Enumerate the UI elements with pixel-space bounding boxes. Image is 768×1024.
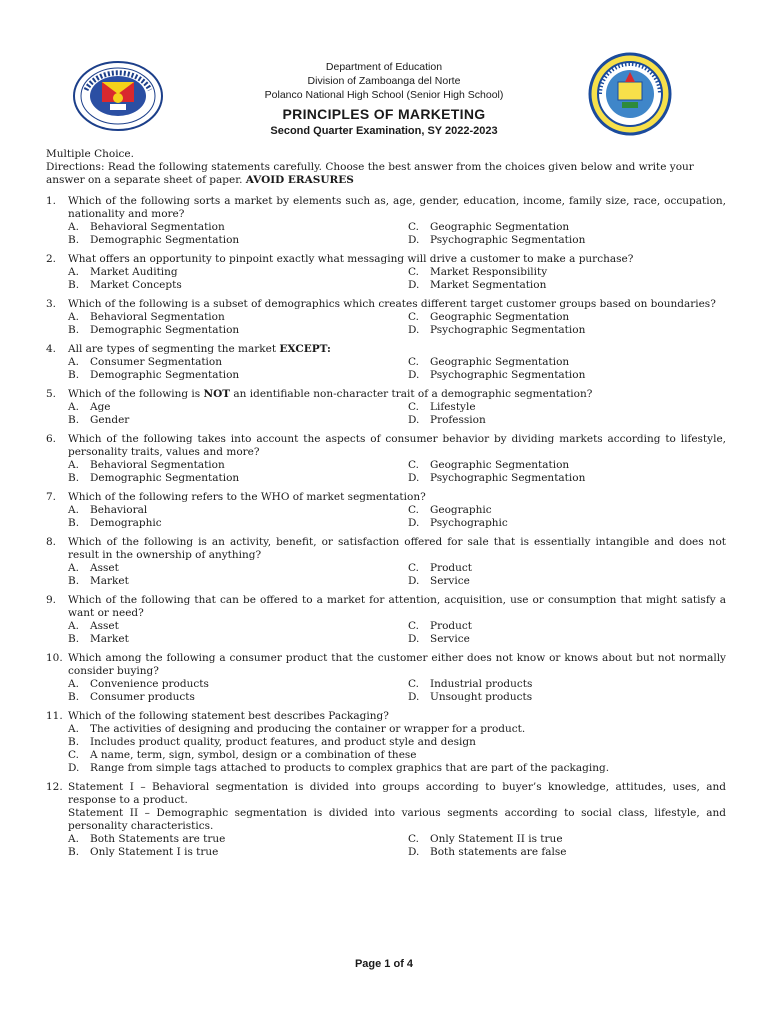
question-item	[46, 491, 726, 530]
choice-letter: D.	[408, 575, 420, 587]
answer-choice	[68, 266, 408, 279]
choice-letter: D.	[408, 846, 420, 858]
answer-choice	[68, 749, 708, 762]
choice-letter: A.	[68, 311, 79, 323]
answer-choices	[68, 833, 726, 859]
answer-choice	[68, 517, 408, 530]
choice-letter: B.	[68, 575, 80, 587]
choice-letter: A.	[68, 504, 79, 516]
answer-choice	[68, 324, 408, 337]
question-number: 1.	[46, 195, 57, 207]
choice-text: Asset	[90, 562, 119, 574]
question-item	[46, 536, 726, 588]
choice-text: Market Auditing	[90, 266, 178, 278]
question-stem: Which of the following is NOT an identifiable non-character trait of a demographic segmentation?	[68, 388, 593, 400]
choice-letter: B.	[68, 369, 80, 381]
answer-choices	[68, 678, 726, 704]
choice-letter: C.	[408, 221, 419, 233]
choice-text: Demographic Segmentation	[90, 369, 240, 381]
answer-choice	[68, 356, 408, 369]
choice-letter: C.	[408, 356, 419, 368]
choice-text: Market Responsibility	[430, 266, 548, 278]
choice-letter: A.	[68, 620, 79, 632]
question-stem: All are types of segmenting the market EXCEPT:	[68, 343, 331, 355]
question-statement: Statement II – Demographic segmentation is divided into various segments according to social class, lifestyle, and personality characteristics.	[68, 807, 726, 832]
choice-text: Geographic Segmentation	[430, 459, 570, 471]
choice-letter: D.	[408, 691, 420, 703]
choice-letter: C.	[408, 833, 419, 845]
choice-letter: B.	[68, 736, 80, 748]
answer-choices	[68, 266, 726, 292]
choice-letter: A.	[68, 678, 79, 690]
answer-choice	[68, 279, 408, 292]
question-stem: What offers an opportunity to pinpoint exactly what messaging will drive a customer to make a purchase?	[68, 253, 634, 265]
choice-text: Geographic	[430, 504, 492, 516]
answer-choice	[68, 234, 408, 247]
choice-letter: D.	[68, 762, 80, 774]
choice-text: Geographic Segmentation	[430, 356, 570, 368]
question-number: 10.	[46, 652, 63, 664]
answer-choice	[68, 562, 408, 575]
choice-text: Psychographic Segmentation	[430, 324, 586, 336]
question-item	[46, 253, 726, 292]
choice-letter: C.	[408, 562, 419, 574]
answer-choice	[408, 517, 708, 530]
choice-letter: D.	[408, 279, 420, 291]
question-number: 7.	[46, 491, 57, 503]
choice-letter: B.	[68, 691, 80, 703]
choice-letter: D.	[408, 633, 420, 645]
choice-text: Both Statements are true	[90, 833, 226, 845]
choice-text: Product	[430, 562, 472, 574]
stem-emphasis: EXCEPT:	[279, 343, 331, 355]
question-stem: Which of the following is an activity, benefit, or satisfaction offered for sale that is essentially intangible and does not result in the ownership of anything?	[68, 536, 726, 561]
question-number: 9.	[46, 594, 57, 606]
choice-text: Behavioral Segmentation	[90, 459, 225, 471]
choice-letter: C.	[408, 459, 419, 471]
choice-text: Includes product quality, product features, and product style and design	[90, 736, 476, 748]
choice-letter: D.	[408, 234, 420, 246]
answer-choices	[68, 620, 726, 646]
choice-text: Behavioral Segmentation	[90, 311, 225, 323]
choice-letter: D.	[408, 369, 420, 381]
answer-choice	[68, 369, 408, 382]
choice-text: Geographic Segmentation	[430, 311, 570, 323]
choice-letter: C.	[408, 401, 419, 413]
answer-choices	[68, 311, 726, 337]
answer-choices	[68, 723, 726, 775]
answer-choice	[68, 691, 408, 704]
choice-letter: A.	[68, 401, 79, 413]
answer-choice	[68, 472, 408, 485]
school-name: Polanco National High School (Senior High School)	[264, 89, 504, 101]
choice-text: Service	[430, 633, 470, 645]
choice-text: Age	[90, 401, 111, 413]
choice-letter: A.	[68, 221, 79, 233]
answer-choice	[408, 356, 708, 369]
question-item	[46, 781, 726, 859]
answer-choice	[408, 846, 708, 859]
choice-letter: C.	[408, 678, 419, 690]
choice-text: Consumer Segmentation	[90, 356, 222, 368]
question-stem: Which among the following a consumer product that the customer either does not know or knows about but not normally consider buying?	[68, 652, 726, 677]
question-item	[46, 594, 726, 646]
choice-letter: A.	[68, 266, 79, 278]
answer-choice	[408, 691, 708, 704]
choice-text: Asset	[90, 620, 119, 632]
answer-choice	[408, 311, 708, 324]
question-number: 8.	[46, 536, 57, 548]
answer-choice	[408, 575, 708, 588]
directions-emphasis: AVOID ERASURES	[245, 174, 354, 186]
test-type: Multiple Choice.	[46, 148, 134, 160]
answer-choices	[68, 459, 726, 485]
choice-letter: A.	[68, 459, 79, 471]
answer-choices	[68, 221, 726, 247]
answer-choice	[408, 279, 708, 292]
choice-text: Demographic Segmentation	[90, 324, 240, 336]
choice-letter: C.	[68, 749, 79, 761]
question-item	[46, 195, 726, 247]
choice-text: Behavioral	[90, 504, 148, 516]
question-item	[46, 343, 726, 382]
question-number: 6.	[46, 433, 57, 445]
choice-letter: B.	[68, 279, 80, 291]
choice-text: Market Segmentation	[430, 279, 547, 291]
answer-choice	[68, 575, 408, 588]
exam-content	[46, 148, 726, 865]
question-number: 12.	[46, 781, 63, 793]
answer-choice	[68, 762, 708, 775]
choice-letter: B.	[68, 846, 80, 858]
choice-text: Range from simple tags attached to products to complex graphics that are part of the packaging.	[90, 762, 610, 774]
answer-choice	[408, 221, 708, 234]
choice-text: Convenience products	[90, 678, 209, 690]
question-stem: Which of the following takes into account the aspects of consumer behavior by dividing markets according to lifestyle, personality traits, values and more?	[68, 433, 726, 458]
choice-text: Consumer products	[90, 691, 195, 703]
stem-emphasis: NOT	[203, 388, 231, 400]
question-stem: Statement I – Behavioral segmentation is divided into groups according to buyer’s knowledge, attitudes, uses, and response to a product.	[68, 781, 726, 806]
answer-choice	[408, 324, 708, 337]
answer-choice	[68, 846, 408, 859]
page-footer: Page 1 of 4	[354, 958, 414, 970]
answer-choice	[408, 401, 708, 414]
choice-text: Demographic	[90, 517, 162, 529]
answer-choice	[68, 633, 408, 646]
choice-text: Behavioral Segmentation	[90, 221, 225, 233]
directions: Directions: Read the following statements carefully. Choose the best answer from the choices given below and write your answer on a separate sheet of paper. AVOID ERASURES	[46, 161, 694, 186]
answer-choices	[68, 356, 726, 382]
choice-text: Market Concepts	[90, 279, 182, 291]
answer-choice	[68, 620, 408, 633]
choice-letter: C.	[408, 504, 419, 516]
question-item	[46, 652, 726, 704]
choice-letter: B.	[68, 472, 80, 484]
exam-period: Second Quarter Examination, SY 2022-2023	[270, 125, 498, 137]
answer-choice	[408, 414, 708, 427]
choice-text: Geographic Segmentation	[430, 221, 570, 233]
choice-text: Psychographic Segmentation	[430, 472, 586, 484]
choice-letter: A.	[68, 562, 79, 574]
choice-text: Both statements are false	[430, 846, 567, 858]
choice-letter: A.	[68, 723, 79, 735]
choice-text: Market	[90, 575, 129, 587]
question-number: 11.	[46, 710, 63, 722]
choice-letter: B.	[68, 414, 80, 426]
answer-choice	[68, 401, 408, 414]
choice-text: Product	[430, 620, 472, 632]
question-number: 5.	[46, 388, 57, 400]
choice-text: Profession	[430, 414, 486, 426]
choice-letter: B.	[68, 234, 80, 246]
answer-choice	[68, 736, 708, 749]
choice-text: Psychographic Segmentation	[430, 369, 586, 381]
answer-choice	[408, 459, 708, 472]
choice-letter: D.	[408, 472, 420, 484]
page-number: 1	[384, 958, 391, 970]
answer-choice	[68, 723, 708, 736]
answer-choice	[68, 459, 408, 472]
choice-letter: A.	[68, 356, 79, 368]
instructions	[46, 148, 726, 187]
choice-letter: C.	[408, 620, 419, 632]
answer-choice	[68, 833, 408, 846]
answer-choice	[408, 234, 708, 247]
question-number: 3.	[46, 298, 57, 310]
question-number: 4.	[46, 343, 57, 355]
answer-choice	[68, 678, 408, 691]
question-stem: Which of the following that can be offered to a market for attention, acquisition, use or consumption that might satisfy a want or need?	[68, 594, 726, 619]
choice-text: Gender	[90, 414, 130, 426]
choice-text: Demographic Segmentation	[90, 472, 240, 484]
choice-letter: B.	[68, 633, 80, 645]
answer-choice	[68, 221, 408, 234]
page-total: 4	[406, 958, 414, 970]
choice-text: Demographic Segmentation	[90, 234, 240, 246]
answer-choices	[68, 504, 726, 530]
choice-text: Psychographic Segmentation	[430, 234, 586, 246]
document-header	[0, 60, 768, 137]
choice-letter: A.	[68, 833, 79, 845]
answer-choice	[408, 562, 708, 575]
question-item	[46, 388, 726, 427]
choice-text: Market	[90, 633, 129, 645]
choice-letter: C.	[408, 311, 419, 323]
choice-letter: D.	[408, 324, 420, 336]
choice-letter: B.	[68, 517, 80, 529]
question-number: 2.	[46, 253, 57, 265]
division-name: Division of Zamboanga del Norte	[307, 75, 461, 87]
answer-choice	[408, 369, 708, 382]
answer-choice	[408, 266, 708, 279]
choice-letter: D.	[408, 517, 420, 529]
choice-letter: D.	[408, 414, 420, 426]
question-stem: Which of the following sorts a market by elements such as, age, gender, education, income, family size, race, occupation, nationality and more?	[68, 195, 726, 220]
answer-choice	[68, 504, 408, 517]
choice-text: Only Statement I is true	[90, 846, 219, 858]
choice-text: Service	[430, 575, 470, 587]
choice-text: Lifestyle	[430, 401, 476, 413]
department-name: Department of Education	[325, 61, 443, 73]
answer-choice	[408, 472, 708, 485]
choice-text: Psychographic	[430, 517, 508, 529]
choice-text: A name, term, sign, symbol, design or a combination of these	[90, 749, 417, 761]
answer-choice	[408, 633, 708, 646]
answer-choice	[408, 620, 708, 633]
choice-letter: C.	[408, 266, 419, 278]
choice-text: Unsought products	[430, 691, 533, 703]
answer-choice	[408, 504, 708, 517]
answer-choice	[408, 833, 708, 846]
answer-choices	[68, 401, 726, 427]
question-stem: Which of the following statement best describes Packaging?	[68, 710, 389, 722]
question-item	[46, 298, 726, 337]
question-list	[46, 195, 726, 859]
choice-text: The activities of designing and producing the container or wrapper for a product.	[90, 723, 526, 735]
answer-choice	[68, 311, 408, 324]
choice-text: Only Statement II is true	[430, 833, 563, 845]
exam-subject-title: PRINCIPLES OF MARKETING	[282, 106, 486, 122]
question-item	[46, 433, 726, 485]
choice-text: Industrial products	[430, 678, 533, 690]
question-item	[46, 710, 726, 775]
answer-choices	[68, 562, 726, 588]
choice-letter: B.	[68, 324, 80, 336]
answer-choice	[408, 678, 708, 691]
question-stem: Which of the following is a subset of demographics which creates different target customer groups based on boundaries?	[68, 298, 716, 310]
question-stem: Which of the following refers to the WHO of market segmentation?	[68, 491, 426, 503]
answer-choice	[68, 414, 408, 427]
